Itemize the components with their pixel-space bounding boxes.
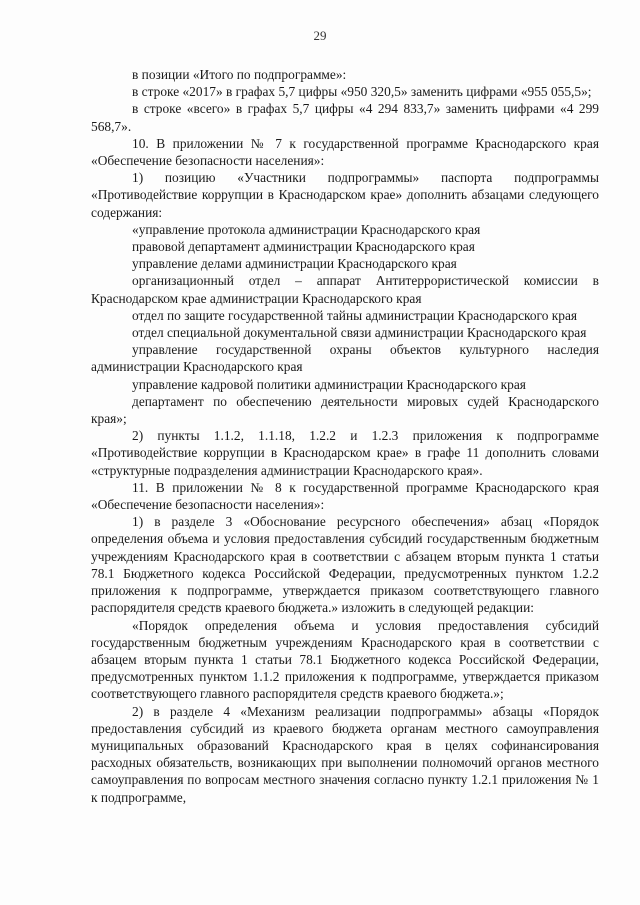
paragraph: отдел по защите государственной тайны администрации Краснодарского края	[132, 307, 578, 323]
paragraph: 2) в разделе 4 «Механизм реализации подпрограммы» абзацы «Порядок предоставления субсидий из краевого бюджета органам местного самоуправления муниципальных образований Краснодарского края в целях софинансирования расходных обязательств, возникающих при выполнении полномочий органов местного самоуправления по вопросам местного значения согласно пункту 1.2.1 приложения № 1 к подпрограмме,	[91, 703, 599, 805]
paragraph: организационный отдел – аппарат Антитеррористической комиссии в Краснодарском крае администрации Краснодарского края	[91, 273, 599, 306]
paragraph: департамент по обеспечению деятельности мировых судей Краснодарского края»;	[91, 393, 599, 427]
paragraph: управление кадровой политики администрации Краснодарского края	[132, 376, 526, 392]
paragraph: «управление протокола администрации Краснодарского края	[132, 221, 481, 237]
paragraph: в позиции «Итого по подпрограмме»:	[132, 67, 347, 82]
page-number: 29	[313, 28, 327, 43]
document-body	[91, 66, 599, 806]
paragraph: управление государственной охраны объектов культурного наследия администрации Краснодарского края	[91, 342, 599, 375]
paragraph: управление делами администрации Краснодарского края	[132, 256, 457, 272]
paragraph: отдел специальной документальной связи администрации Краснодарского края	[132, 325, 587, 341]
paragraph: 10. В приложении № 7 к государственной программе Краснодарского края «Обеспечение безопасности населения»:	[91, 135, 599, 169]
paragraph: «Порядок определения объема и условия предоставления субсидий государственным бюджетным учреждениям Краснодарского края в соответствии с абзацем вторым пункта 1 статьи 78.1 Бюджетного кодекса Российской Федерации, предусмотренных пунктом 1.1.2 приложения к подпрограмме, утверждается приказом соответствующего главного распорядителя средств краевого бюджета.»;	[91, 617, 599, 702]
paragraph: в строке «всего» в графах 5,7 цифры «4 294 833,7» заменить цифрами «4 299 568,7».	[91, 101, 599, 134]
paragraph: правовой департамент администрации Краснодарского края	[132, 239, 475, 255]
paragraph: 1) в разделе 3 «Обоснование ресурсного обеспечения» абзац «Порядок определения объема и условия предоставления субсидий государственным бюджетным учреждениям Краснодарского края в соответствии с абзацем вторым пункта 1 статьи 78.1 Бюджетного кодекса Российской Федерации, предусмотренных пунктом 1.2.2 приложения к подпрограмме, утверждается приказом соответствующего главного распорядителя средств краевого бюджета.» изложить в следующей редакции:	[91, 514, 599, 616]
paragraph: 2) пункты 1.1.2, 1.1.18, 1.2.2 и 1.2.3 приложения к подпрограмме «Противодействие коррупции в Краснодарском крае» в графе 11 дополнить словами «структурные подразделения администрации Краснодарского края».	[91, 428, 599, 478]
paragraph: 11. В приложении № 8 к государственной программе Краснодарского края «Обеспечение безопасности населения»:	[91, 479, 599, 513]
paragraph: 1) позицию «Участники подпрограммы» паспорта подпрограммы «Противодействие коррупции в Краснодарском крае» дополнить абзацами следующего содержания:	[91, 170, 599, 220]
paragraph: в строке «2017» в графах 5,7 цифры «950 320,5» заменить цифрами «955 055,5»;	[132, 84, 592, 100]
